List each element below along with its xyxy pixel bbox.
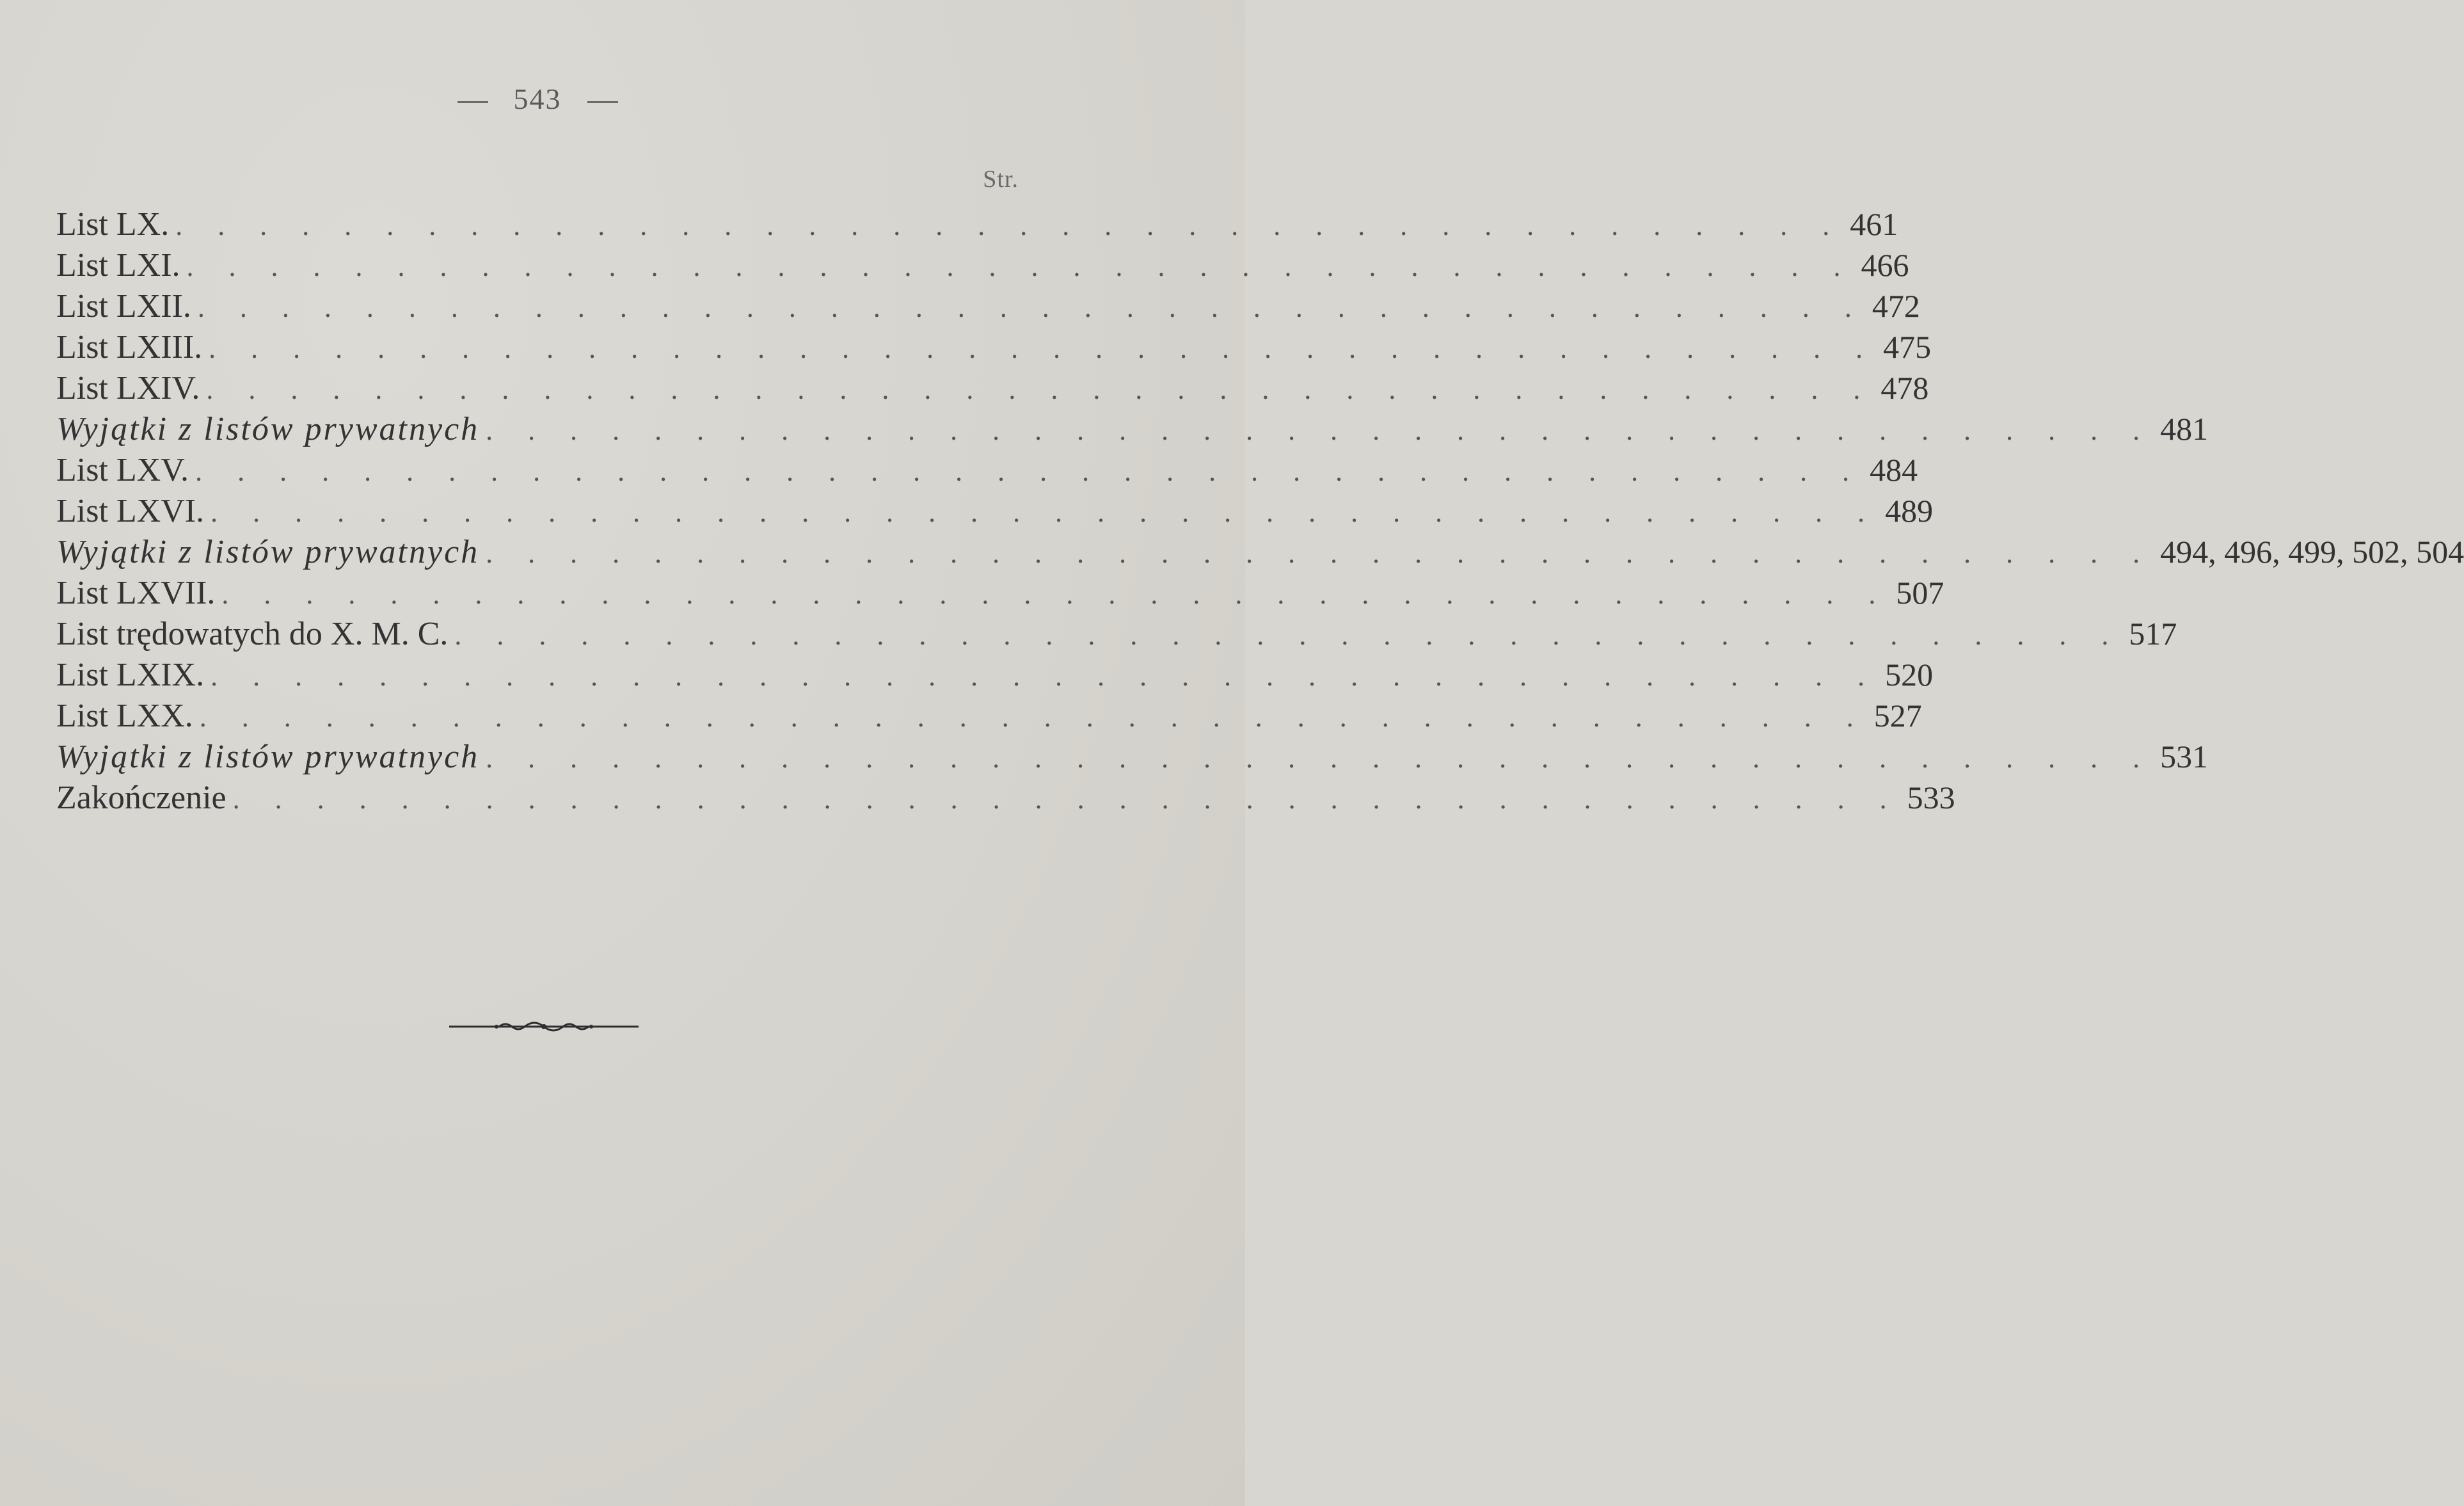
page-number: 543: [513, 83, 562, 115]
toc-entry-page: 533: [1907, 780, 1955, 815]
toc-entry: [56, 367, 1929, 408]
toc-entry-page: 475: [1883, 329, 1932, 365]
dot-leader: . . . . . . . . . . . . . . . . . . . . . . . . . . . . . . . . . . . . . . . .: [211, 497, 1879, 528]
toc-entry-page: 507: [1896, 575, 1944, 611]
toc-entry-title: Wyjątki z listów prywatnych: [56, 534, 480, 570]
toc-entry-page: 466: [1861, 247, 1909, 283]
dash-right: [587, 101, 618, 103]
dot-leader: . . . . . . . . . . . . . . . . . . . . . . . . . . . . . . . . . . . . . . . .: [211, 661, 1879, 692]
toc-entry: [56, 285, 1920, 326]
dot-leader: . . . . . . . . . . . . . . . . . . . . . . . . . . . . . . . . . . . . . . . .: [199, 701, 1868, 733]
toc-entry-page: 472: [1872, 288, 1920, 324]
dot-leader: . . . . . . . . . . . . . . . . . . . . . . . . . . . . . . . . . . . . . . . .: [209, 333, 1877, 364]
toc-entry-title: List LXII.: [56, 288, 191, 324]
toc-entry-title: List LXIV.: [56, 370, 200, 406]
dash-left: [457, 101, 488, 103]
toc-entry-page: 484: [1870, 452, 1918, 488]
toc-entry-title: List trędowatych do X. M. C.: [56, 616, 449, 652]
table-of-contents: [56, 204, 2464, 818]
page-column-label: Str.: [983, 166, 1019, 193]
toc-entry-page: 517: [2129, 616, 2177, 652]
toc-entry: [56, 777, 1955, 818]
toc-entry-title: Wyjątki z listów prywatnych: [56, 411, 480, 447]
toc-entry-title: Zakończenie: [56, 780, 227, 816]
toc-entry-page: 520: [1885, 657, 1934, 693]
toc-entry: [56, 654, 1934, 695]
toc-entry-page: 478: [1880, 370, 1929, 406]
toc-entry-title: List LXX.: [56, 698, 193, 734]
toc-entry: [56, 531, 2464, 572]
toc-entry-page: 494, 496, 499, 502, 504: [2160, 534, 2464, 570]
toc-entry: [56, 204, 1898, 244]
dot-leader: . . . . . . . . . . . . . . . . . . . . . . . . . . . . . . . . . . . . . . . .: [232, 783, 1901, 815]
toc-entry-page: 531: [2160, 739, 2209, 774]
dot-leader: . . . . . . . . . . . . . . . . . . . . . . . . . . . . . . . . . . . . . . . .: [197, 292, 1866, 323]
toc-entry-page: 481: [2160, 411, 2209, 447]
toc-entry-page: 489: [1885, 493, 1934, 529]
dot-leader: . . . . . . . . . . . . . . . . . . . . . . . . . . . . . . . . . . . . . . . .: [486, 538, 2154, 569]
dot-leader: . . . . . . . . . . . . . . . . . . . . . . . . . . . . . . . . . . . . . . . .: [195, 456, 1864, 487]
dot-leader: . . . . . . . . . . . . . . . . . . . . . . . . . . . . . . . . . . . . . . . .: [186, 251, 1855, 282]
toc-entry: [56, 736, 2209, 777]
toc-entry-title: List LXVII.: [56, 575, 216, 611]
toc-entry: [56, 613, 2177, 654]
toc-entry-title: List LX.: [56, 206, 170, 243]
toc-entry-title: List LXV.: [56, 452, 189, 488]
toc-entry: [56, 449, 1918, 490]
toc-entry-title: List LXIII.: [56, 329, 203, 365]
dot-leader: . . . . . . . . . . . . . . . . . . . . . . . . . . . . . . . . . . . . . . . .: [486, 742, 2154, 774]
toc-entry: [56, 695, 1922, 736]
toc-entry: [56, 490, 1934, 531]
toc-entry: [56, 572, 1944, 613]
toc-entry: [56, 408, 2209, 449]
toc-entry-title: List LXI.: [56, 247, 180, 284]
dot-leader: . . . . . . . . . . . . . . . . . . . . . . . . . . . . . . . . . . . . . . . .: [175, 210, 1844, 241]
toc-entry: [56, 244, 1909, 285]
dot-leader: . . . . . . . . . . . . . . . . . . . . . . . . . . . . . . . . . . . . . . . .: [486, 415, 2154, 446]
toc-entry-page: 527: [1873, 698, 1922, 733]
decorative-ornament-icon: [448, 1015, 640, 1038]
toc-entry-title: List LXIX.: [56, 657, 205, 693]
toc-entry: [56, 326, 1932, 367]
dot-leader: . . . . . . . . . . . . . . . . . . . . . . . . . . . . . . . . . . . . . . . .: [221, 579, 1890, 610]
dot-leader: . . . . . . . . . . . . . . . . . . . . . . . . . . . . . . . . . . . . . . . .: [206, 374, 1875, 405]
toc-entry-title: Wyjątki z listów prywatnych: [56, 739, 480, 775]
toc-entry-title: List LXVI.: [56, 493, 205, 529]
toc-entry-page: 461: [1850, 206, 1898, 242]
dot-leader: . . . . . . . . . . . . . . . . . . . . . . . . . . . . . . . . . . . . . . . .: [454, 620, 2123, 651]
page-number-header: [0, 82, 1075, 116]
